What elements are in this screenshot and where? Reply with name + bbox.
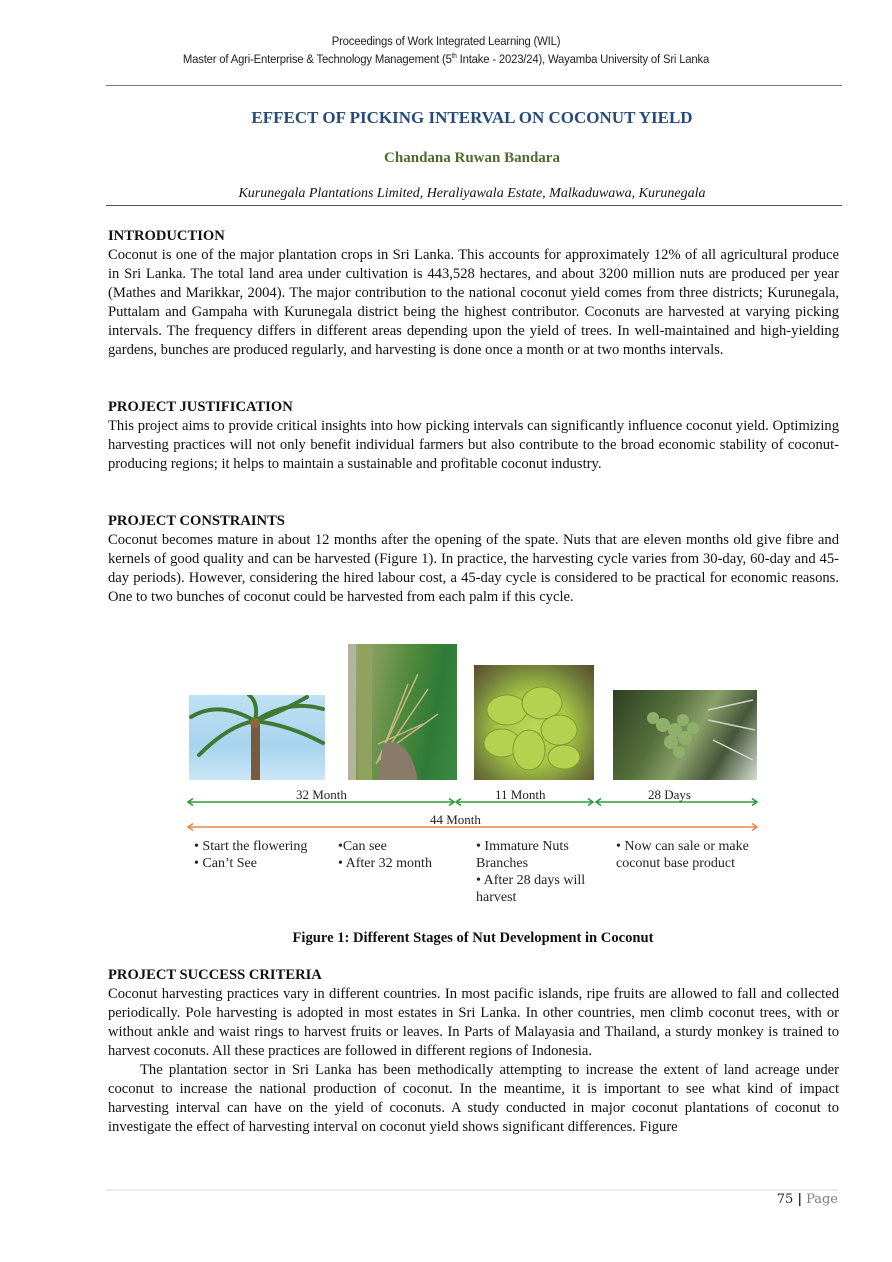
figure-caption: Figure 1: Different Stages of Nut Development in Coconut bbox=[292, 930, 654, 946]
footer-divider bbox=[106, 1189, 838, 1191]
stage-note-line: • Immature Nuts Branches bbox=[476, 839, 569, 871]
stage-note-mature bbox=[616, 838, 756, 872]
section-body: This project aims to provide critical insights into how picking intervals can significantly influence coconut yield. Optimizing harvesting practices will not only benefit individual farmers but also contribute to the broad economic stability of coconut-producing regions; it helps to maintain a sustainable and profitable coconut industry. bbox=[108, 418, 839, 472]
spathe-illustration bbox=[348, 644, 457, 780]
section-constraints bbox=[108, 512, 839, 607]
running-header-superscript: th bbox=[451, 52, 457, 60]
paper-author: Chandana Ruwan Bandara bbox=[384, 150, 560, 166]
section-body: Coconut becomes mature in about 12 months after the opening of the spate. Nuts that are eleven months old give fibre and kernels of good quality and can be harvested (Figure 1). In practice, the harvesting cycle varies from 30-day, 60-day and 45-day periods). However, considering the hired labour cost, a 45-day cycle is considered to be practical for economic reasons. One to two bunches of coconut could be harvested from each palm if this cycle. bbox=[108, 532, 839, 605]
section-introduction bbox=[108, 227, 839, 360]
section-justification bbox=[108, 398, 839, 474]
timeline-segment-label: 28 Days bbox=[648, 787, 691, 802]
timeline-total-label: 44 Month bbox=[430, 812, 481, 827]
section-body: The plantation sector in Sri Lanka has been methodically attempting to increase the extent of land acreage under coconut to increase the national production of coconut. In the meantime, it is important to see what kind of impact harvesting interval can have on the yield of coconuts. A study conducted in major coconut plantations of coconut to investigate the effect of harvesting interval on coconut yield shows significant differences. Figure bbox=[108, 1062, 839, 1135]
mature-bunch-illustration bbox=[613, 690, 757, 780]
section-heading: INTRODUCTION bbox=[108, 228, 225, 244]
stage-note-line: •Can see bbox=[338, 839, 387, 854]
palm-tree-illustration bbox=[189, 695, 325, 780]
affiliation-divider bbox=[106, 205, 842, 206]
section-heading: PROJECT JUSTIFICATION bbox=[108, 399, 293, 415]
section-heading: PROJECT CONSTRAINTS bbox=[108, 513, 285, 529]
section-body: Coconut is one of the major plantation crops in Sri Lanka. This accounts for approximately 12% of all agricultural produce in Sri Lanka. The total land area under cultivation is 443,528 hectares, and about 3200 million nuts are produced per year (Mathes and Marikkar, 2004). The major contribution to the national coconut yield comes from three districts; Kurunegala, Puttalam and Gampaha with Kurunegala district being the highest contributor. Coconuts are harvested at varying picking intervals. The frequency differs in different areas depending upon the yield of trees. In well-maintained and high-yielding gardens, bunches are produced regularly, and harvesting is done once a month or at two months intervals. bbox=[108, 247, 839, 358]
stage-note-line: • After 28 days will harvest bbox=[476, 873, 586, 905]
section-success-criteria bbox=[108, 966, 839, 1137]
stage-note-visible bbox=[338, 838, 473, 872]
timeline-segment-label: 32 Month bbox=[296, 787, 347, 802]
page-number-value: 75 bbox=[776, 1192, 794, 1207]
nut-bunch-illustration bbox=[474, 665, 594, 780]
running-header-line1: Proceedings of Work Integrated Learning (WIL) bbox=[331, 34, 561, 48]
page-label: Page bbox=[806, 1192, 838, 1207]
section-body: Coconut harvesting practices vary in different countries. In most pacific islands, ripe fruits are allowed to fall and collected periodically. Pole harvesting is adopted in most estates in Sri Lanka. In other countries, men climb coconut trees, with or without ankle and waist rings to harvest fruits or leaves. In Parts of Malayasia and Thailand, a sturdy monkey is trained to harvest coconuts. All these practices are followed in different regions of Indonesia. bbox=[108, 986, 839, 1059]
timeline-segment-label: 11 Month bbox=[495, 787, 546, 802]
page-separator: | bbox=[797, 1192, 803, 1207]
section-heading: PROJECT SUCCESS CRITERIA bbox=[108, 967, 322, 983]
stage-note-flowering bbox=[194, 838, 329, 872]
flowering-spathe-photo bbox=[348, 644, 457, 780]
stage-note-line: • Start the flowering bbox=[194, 839, 308, 854]
mature-nut-bunch-photo bbox=[613, 690, 757, 780]
stage-note-line: • Can’t See bbox=[194, 856, 257, 871]
stage-note-immature bbox=[476, 838, 601, 906]
header-divider bbox=[106, 85, 842, 86]
development-timeline bbox=[186, 786, 761, 836]
running-header-line2 bbox=[36, 52, 857, 66]
paper-affiliation: Kurunegala Plantations Limited, Heraliyawala Estate, Malkaduwawa, Kurunegala bbox=[238, 186, 706, 201]
palm-tree-crown-photo bbox=[189, 695, 325, 780]
running-header-line2-post: Intake - 2023/24), Wayamba University of Sri Lanka bbox=[456, 52, 710, 66]
immature-nut-bunch-photo bbox=[474, 665, 594, 780]
paper-title: EFFECT OF PICKING INTERVAL ON COCONUT YIELD bbox=[251, 108, 693, 127]
page-number bbox=[777, 1192, 838, 1207]
stage-note-line: • Now can sale or make coconut base product bbox=[616, 839, 749, 871]
running-header-line2-pre: Master of Agri-Enterprise & Technology Management (5 bbox=[182, 52, 452, 66]
stage-note-line: • After 32 month bbox=[338, 856, 432, 871]
